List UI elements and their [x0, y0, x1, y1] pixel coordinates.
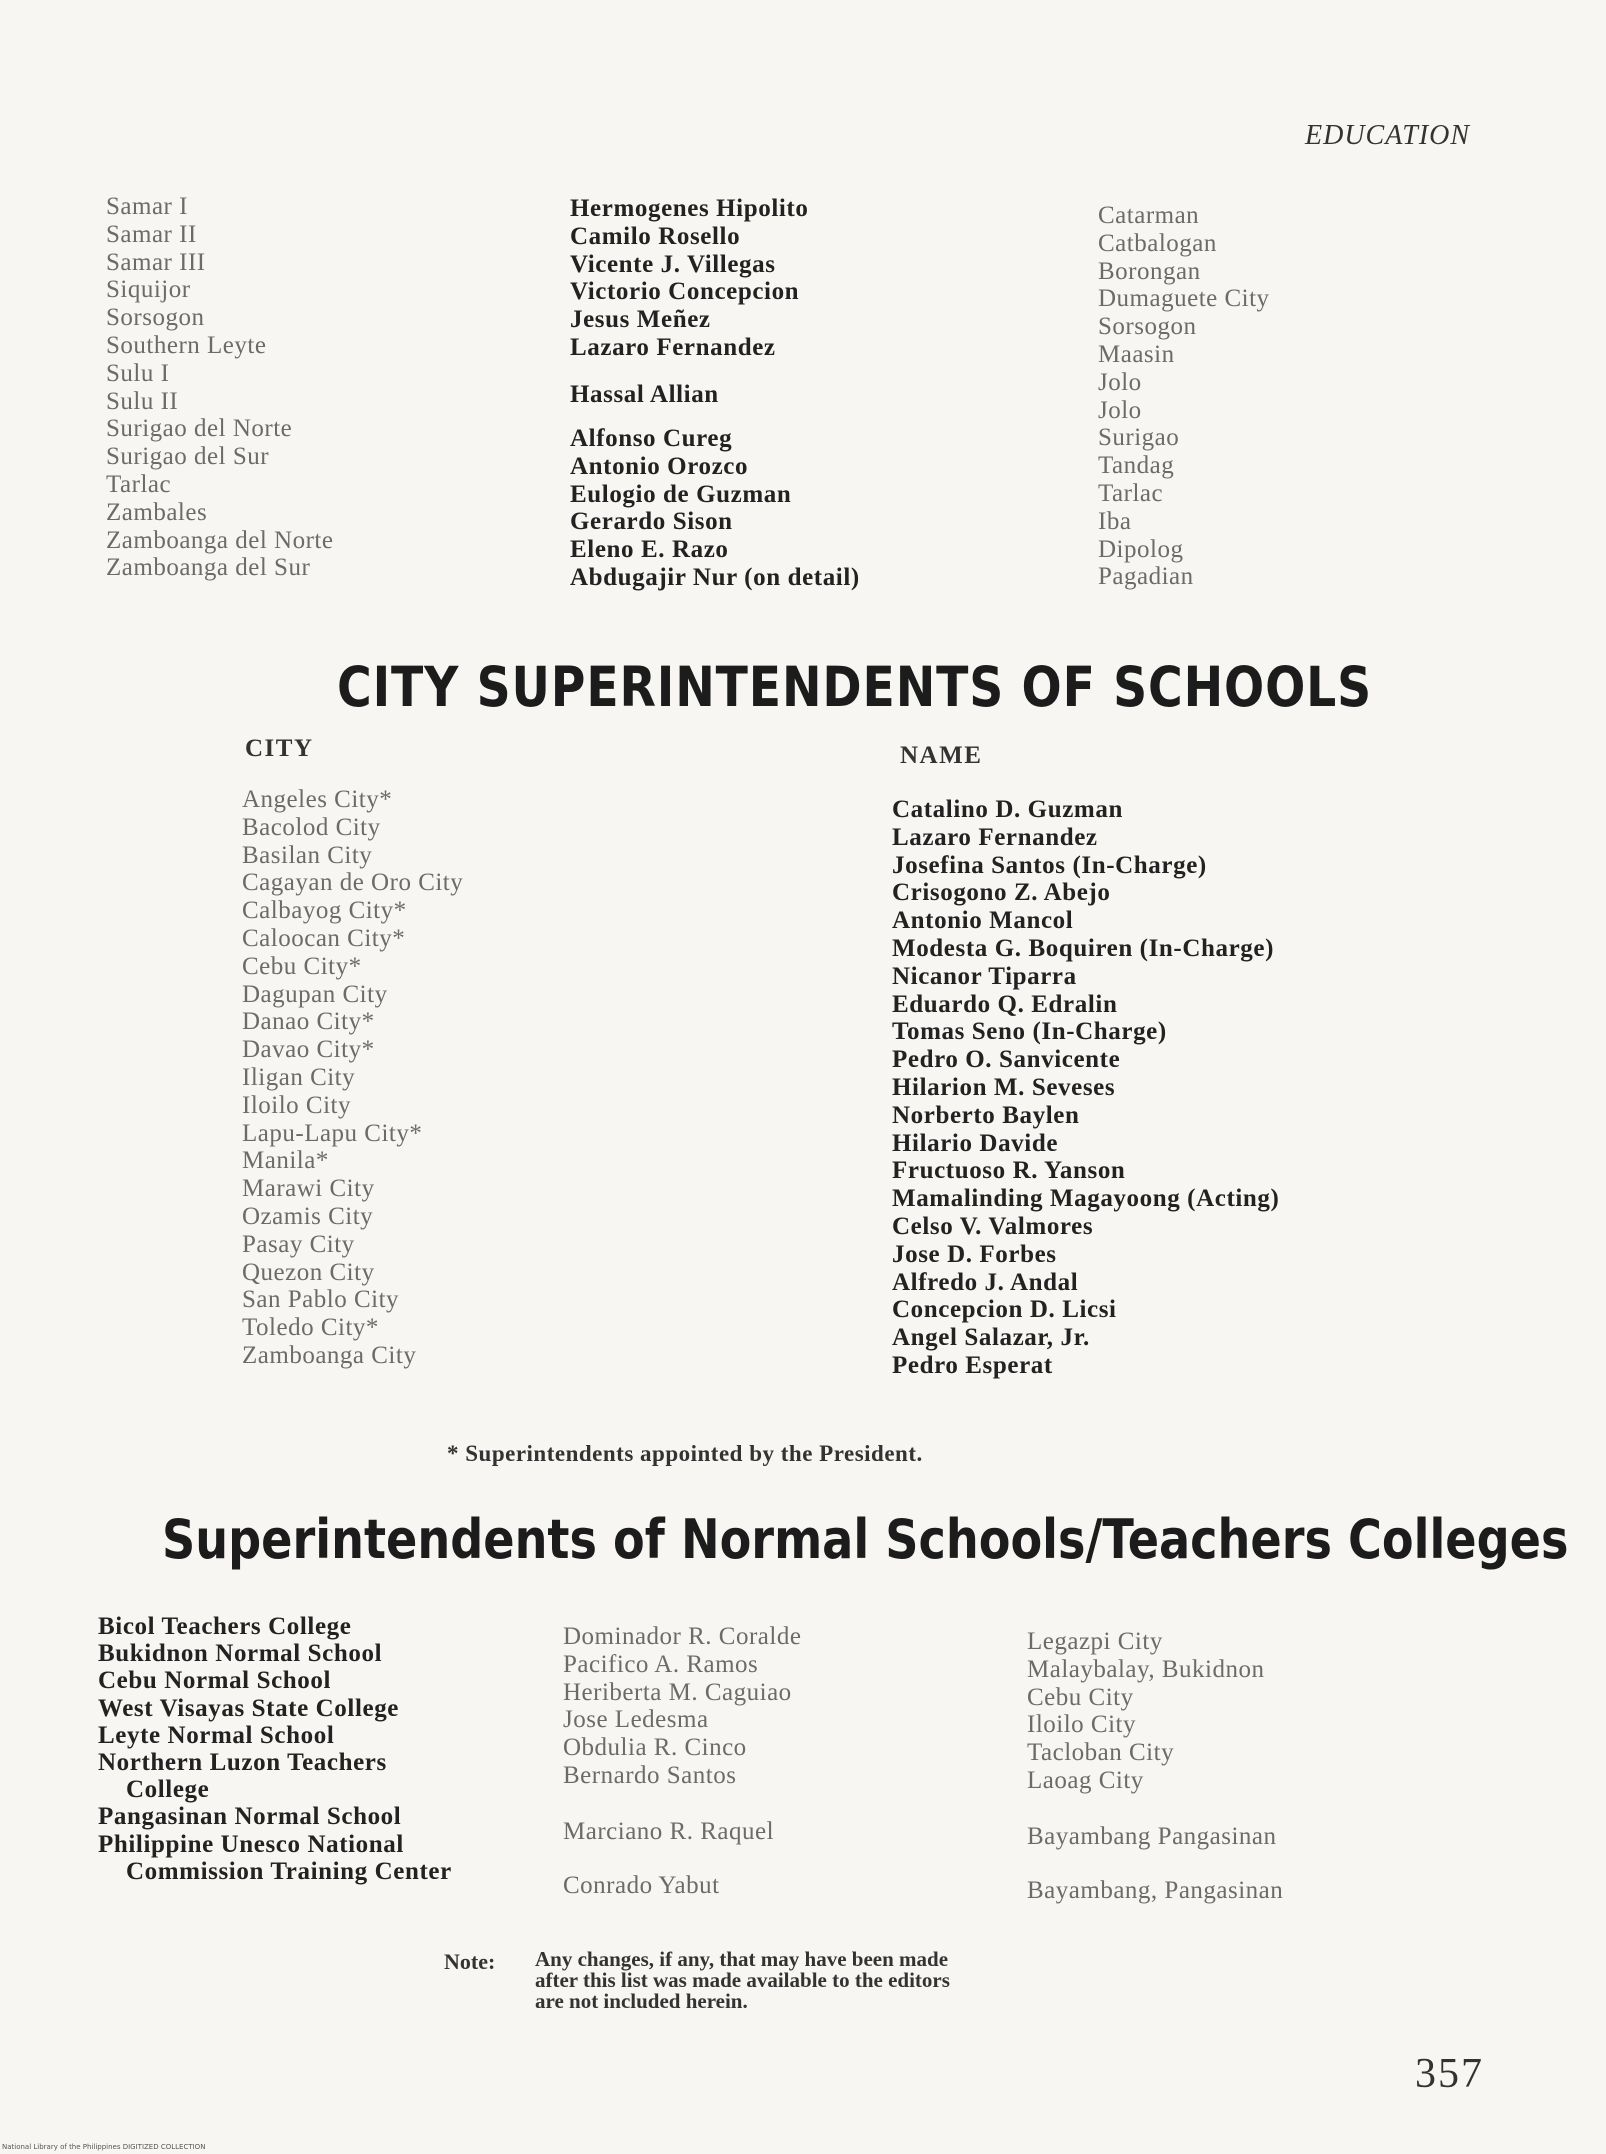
city-section-title: CITY SUPERINTENDENTS OF SCHOOLS [337, 655, 1373, 719]
note-label: Note: [444, 1949, 496, 1974]
city-column-header: CITY [245, 735, 314, 762]
city-item: Iloilo City [242, 1091, 351, 1119]
city-superintendent-item: Pedro Esperat [892, 1351, 1053, 1379]
seat-item: Pagadian [1098, 563, 1194, 591]
province-item: Samar II [106, 220, 197, 248]
city-superintendent-item: Lazaro Fernandez [892, 823, 1098, 851]
seat-item: Surigao [1098, 424, 1180, 452]
school-superintendent-item: Dominador R. Coralde [563, 1623, 802, 1650]
city-item: Cebu City* [242, 952, 362, 980]
city-item: Zamboanga City [242, 1341, 417, 1369]
province-item: Sulu I [106, 359, 170, 387]
school-list [98, 1613, 452, 1885]
city-superintendent-item: Catalino D. Guzman [892, 796, 1123, 823]
city-superintendent-item: Pedro O. Sanvicente [892, 1046, 1121, 1074]
scan-footer: National Library of the Philippines DIGITIZED COLLECTION [2, 2143, 206, 2151]
city-superintendent-item: Tomas Seno (In-Charge) [892, 1018, 1167, 1046]
province-item: Siquijor [106, 276, 191, 304]
city-superintendent-item: Alfredo J. Andal [892, 1268, 1079, 1296]
seat-item: Catarman [1098, 202, 1200, 229]
superintendent-item: Antonio Orozco [570, 452, 749, 480]
note-body [535, 1949, 1135, 2012]
province-item: Zamboanga del Sur [106, 554, 311, 582]
seat-item: Jolo [1098, 396, 1142, 424]
city-item: Manila* [242, 1147, 329, 1175]
seat-item: Dumaguete City [1098, 285, 1270, 313]
city-item: Calbayog City* [242, 897, 407, 925]
school-location-item: Malaybalay, Bukidnon [1027, 1655, 1265, 1683]
superintendent-item: Eulogio de Guzman [570, 480, 792, 508]
seat-item: Tarlac [1098, 479, 1164, 507]
superintendent-list-2 [570, 381, 719, 409]
school-item [98, 1831, 452, 1885]
superintendent-item: Hermogenes Hipolito [570, 195, 809, 222]
city-item: Pasay City [242, 1230, 355, 1258]
seat-item: Jolo [1098, 368, 1142, 396]
school-item [98, 1613, 452, 1640]
superintendent-item: Gerardo Sison [570, 508, 733, 536]
city-item: Toledo City* [242, 1314, 379, 1342]
province-item: Tarlac [106, 470, 172, 498]
superintendent-item: Jesus Meñez [570, 306, 711, 334]
seat-list [1098, 202, 1270, 591]
school-name: West Visayas State College [98, 1694, 399, 1722]
superintendent-item: Alfonso Cureg [570, 425, 733, 452]
school-superintendent-item: Marciano R. Raquel [563, 1817, 775, 1845]
note-line: Any changes, if any, that may have been made [535, 1947, 949, 1971]
city-item: Basilan City [242, 841, 373, 869]
school-superintendent-item: Heriberta M. Caguiao [563, 1678, 792, 1706]
superintendent-list-1 [570, 195, 808, 362]
city-item: Danao City* [242, 1008, 375, 1036]
school-name: Bicol Teachers College [98, 1613, 352, 1640]
note-line: are not included herein. [535, 1989, 748, 2013]
school-location-item: Legazpi City [1027, 1628, 1163, 1655]
footnote: * Superintendents appointed by the President. [447, 1441, 923, 1466]
school-superintendent-item: Conrado Yabut [563, 1871, 720, 1899]
school-superintendent-list [563, 1623, 801, 1899]
superintendent-item: Vicente J. Villegas [570, 250, 776, 278]
seat-item: Catbalogan [1098, 229, 1217, 257]
city-superintendent-item: Jose D. Forbes [892, 1240, 1057, 1268]
province-item: Sorsogon [106, 304, 205, 332]
city-superintendent-item: Crisogono Z. Abejo [892, 879, 1111, 907]
city-superintendent-list [892, 796, 1279, 1380]
school-location-list [1027, 1628, 1283, 1904]
seat-item: Borongan [1098, 257, 1201, 285]
city-item: Bacolod City [242, 813, 381, 841]
normal-section-title: Superintendents of Normal Schools/Teachers Colleges [162, 1508, 1569, 1571]
seat-item: Sorsogon [1098, 313, 1197, 341]
province-item: Sulu II [106, 387, 179, 415]
school-superintendent-item: Pacifico A. Ramos [563, 1650, 759, 1678]
city-superintendent-item: Angel Salazar, Jr. [892, 1324, 1090, 1352]
school-location-item: Bayambang, Pangasinan [1027, 1876, 1284, 1904]
seat-item: Maasin [1098, 340, 1175, 368]
city-superintendent-item: Eduardo Q. Edralin [892, 990, 1118, 1018]
school-superintendent-item: Bernardo Santos [563, 1761, 737, 1789]
school-item [98, 1667, 452, 1694]
city-item: Lapu-Lapu City* [242, 1119, 423, 1147]
school-superintendent-item: Obdulia R. Cinco [563, 1734, 747, 1762]
seat-item: Dipolog [1098, 535, 1184, 563]
superintendent-item: Abdugajir Nur (on detail) [570, 563, 860, 591]
name-column-header: NAME [900, 742, 983, 769]
school-name: Northern Luzon Teachers [98, 1749, 387, 1777]
province-item: Southern Leyte [106, 331, 267, 359]
superintendent-list-3 [570, 425, 860, 592]
running-header: EDUCATION [1305, 120, 1471, 151]
seat-item: Tandag [1098, 452, 1175, 480]
city-superintendent-item: Norberto Baylen [892, 1101, 1080, 1129]
superintendent-item: Camilo Rosello [570, 222, 741, 250]
city-superintendent-item: Concepcion D. Licsi [892, 1296, 1117, 1324]
superintendent-item: Hassal Allian [570, 381, 719, 408]
school-location-item: Laoag City [1027, 1766, 1144, 1794]
superintendent-item: Victorio Concepcion [570, 278, 800, 306]
province-item: Surigao del Sur [106, 443, 270, 471]
superintendent-item: Eleno E. Razo [570, 536, 729, 564]
school-name: Philippine Unesco National [98, 1830, 404, 1858]
city-superintendent-item: Josefina Santos (In-Charge) [892, 851, 1207, 879]
school-name-continued: Commission Training Center [126, 1857, 452, 1885]
seat-item: Iba [1098, 507, 1132, 535]
city-superintendent-item: Mamalinding Magayoong (Acting) [892, 1185, 1280, 1213]
school-name-continued: College [126, 1776, 210, 1804]
city-item: Cagayan de Oro City [242, 869, 464, 897]
school-name: Bukidnon Normal School [98, 1640, 383, 1668]
city-superintendent-item: Fructuoso R. Yanson [892, 1157, 1126, 1185]
province-item: Zamboanga del Norte [106, 526, 334, 554]
school-item [98, 1749, 452, 1803]
city-item: Ozamis City [242, 1202, 374, 1230]
city-superintendent-item: Hilario Davide [892, 1129, 1059, 1157]
city-superintendent-item: Celso V. Valmores [892, 1212, 1094, 1240]
city-superintendent-item: Nicanor Tiparra [892, 962, 1077, 990]
province-item: Zambales [106, 498, 208, 526]
superintendent-item: Lazaro Fernandez [570, 333, 776, 361]
city-item: Davao City* [242, 1036, 375, 1064]
school-location-item: Tacloban City [1027, 1739, 1175, 1767]
city-item: Quezon City [242, 1258, 375, 1286]
school-name: Cebu Normal School [98, 1667, 332, 1695]
city-superintendent-item: Antonio Mancol [892, 907, 1074, 935]
school-location-item: Cebu City [1027, 1683, 1134, 1711]
province-item: Samar III [106, 248, 206, 276]
school-location-item: Iloilo City [1027, 1711, 1136, 1739]
city-item: Marawi City [242, 1175, 375, 1203]
city-item: Angeles City* [242, 786, 393, 813]
city-superintendent-item: Hilarion M. Seveses [892, 1073, 1116, 1101]
city-item: Dagupan City [242, 980, 388, 1008]
school-item [98, 1803, 452, 1830]
school-item [98, 1640, 452, 1667]
city-item: Caloocan City* [242, 924, 406, 952]
school-location-item: Bayambang Pangasinan [1027, 1822, 1277, 1850]
school-name: Leyte Normal School [98, 1721, 335, 1749]
city-item: San Pablo City [242, 1286, 400, 1314]
school-item [98, 1695, 452, 1722]
province-list [106, 193, 333, 582]
school-superintendent-item: Jose Ledesma [563, 1706, 709, 1734]
school-item [98, 1722, 452, 1749]
school-name: Pangasinan Normal School [98, 1803, 402, 1831]
province-item: Samar I [106, 193, 188, 220]
city-item: Iligan City [242, 1063, 356, 1091]
city-superintendent-item: Modesta G. Boquiren (In-Charge) [892, 934, 1275, 962]
province-item: Surigao del Norte [106, 415, 293, 443]
city-list [242, 786, 463, 1370]
note-line: after this list was made available to the editors [535, 1968, 950, 1992]
page-number: 357 [1415, 2051, 1484, 2097]
